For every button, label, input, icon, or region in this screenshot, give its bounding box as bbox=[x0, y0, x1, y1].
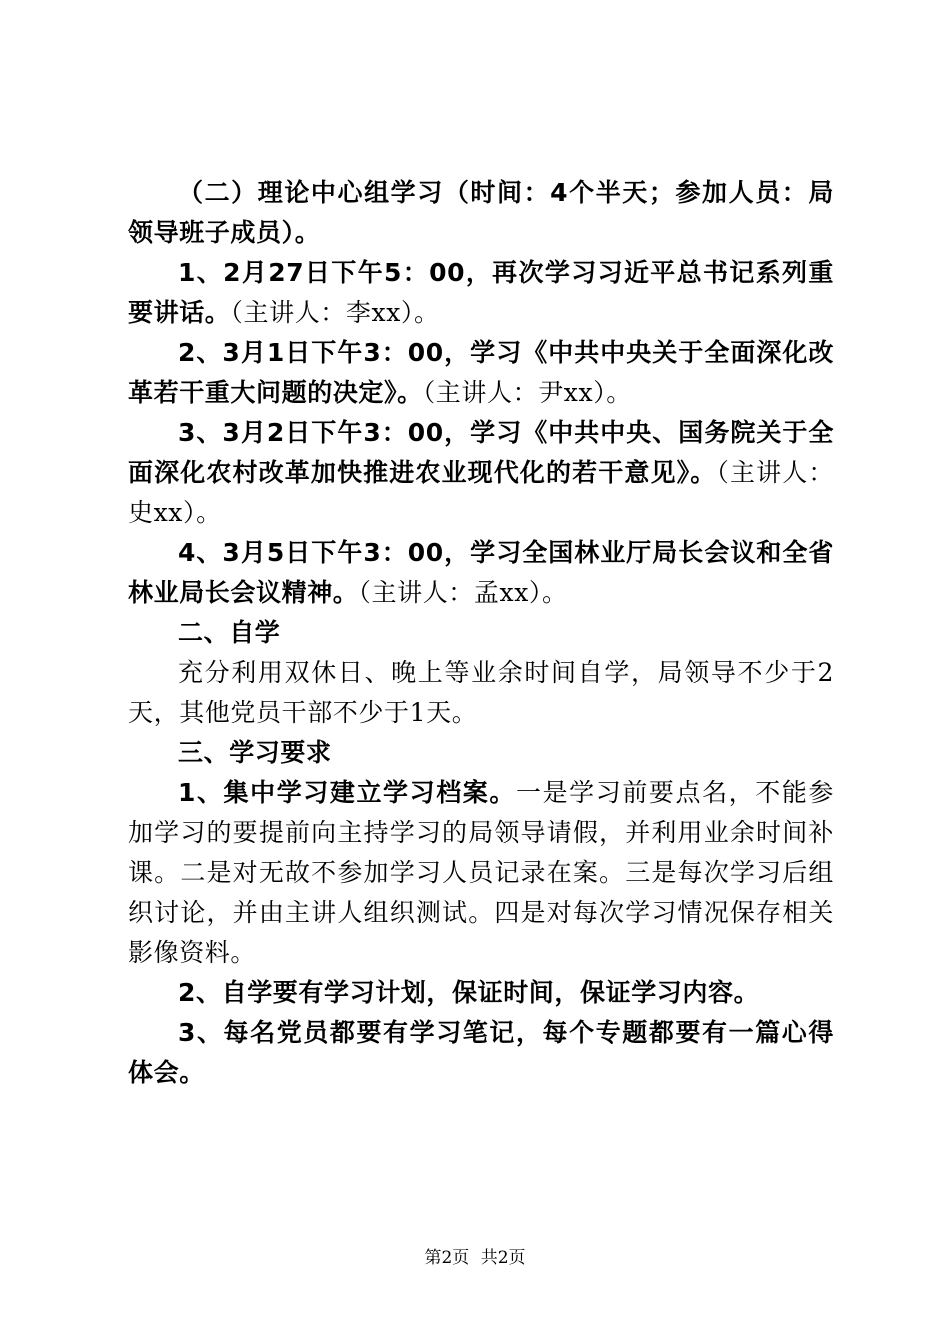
page-number: 第2页 bbox=[424, 1248, 470, 1268]
speaker-note: （主讲人：史xx）。 bbox=[128, 458, 834, 527]
paragraph-requirement-2 bbox=[128, 973, 834, 1013]
paragraph-text: 3、3月2日下午3：00，学习《中共中央、国务院关于全面深化农村改革加快推进农业现代化的若干意见》。 bbox=[128, 418, 834, 487]
section-heading-requirements bbox=[128, 733, 834, 773]
paragraph-requirement-3 bbox=[128, 1013, 834, 1093]
paragraph-requirement-1 bbox=[128, 773, 834, 973]
heading-text: 二、自学 bbox=[178, 618, 281, 647]
document-body bbox=[128, 173, 834, 1093]
page-footer bbox=[0, 1243, 950, 1268]
paragraph-text: 充分利用双休日、晚上等业余时间自学，局领导不少于2天，其他党员干部不少于1天。 bbox=[128, 658, 834, 727]
paragraph-text: 4、3月5日下午3：00，学习全国林业厅局长会议和全省林业局长会议精神。 bbox=[128, 538, 834, 607]
paragraph-session-1 bbox=[128, 253, 834, 333]
paragraph-session-4 bbox=[128, 533, 834, 613]
speaker-note: （主讲人：孟xx）。 bbox=[358, 578, 568, 607]
paragraph-self-study bbox=[128, 653, 834, 733]
paragraph-session-3 bbox=[128, 413, 834, 533]
paragraph-text: 2、自学要有学习计划，保证时间，保证学习内容。 bbox=[178, 978, 760, 1007]
speaker-note: （主讲人：李xx）。 bbox=[230, 298, 440, 327]
paragraph-lead: 1、集中学习建立学习档案。 bbox=[178, 778, 516, 807]
paragraph-text: 3、每名党员都要有学习笔记，每个专题都要有一篇心得体会。 bbox=[128, 1018, 834, 1087]
page-total: 共2页 bbox=[480, 1248, 526, 1268]
paragraph-text: 2、3月1日下午3：00，学习《中共中央关于全面深化改革若干重大问题的决定》。 bbox=[128, 338, 834, 407]
paragraph-session-2 bbox=[128, 333, 834, 413]
paragraph-theory-group bbox=[128, 173, 834, 253]
paragraph-text: （二）理论中心组学习（时间：4个半天；参加人员：局领导班子成员）。 bbox=[128, 178, 834, 247]
section-heading-self-study bbox=[128, 613, 834, 653]
paragraph-text: 1、2月27日下午5：00，再次学习习近平总书记系列重要讲话。 bbox=[128, 258, 834, 327]
speaker-note: （主讲人：尹xx）。 bbox=[422, 378, 632, 407]
paragraph-rest: 一是学习前要点名，不能参加学习的要提前向主持学习的局领导请假，并利用业余时间补课。二是对无故不参加学习人员记录在案。三是每次学习后组织讨论，并由主讲人组织测试。四是对每次学习情况保存相关影像资料。 bbox=[128, 778, 834, 967]
heading-text: 三、学习要求 bbox=[178, 738, 332, 767]
